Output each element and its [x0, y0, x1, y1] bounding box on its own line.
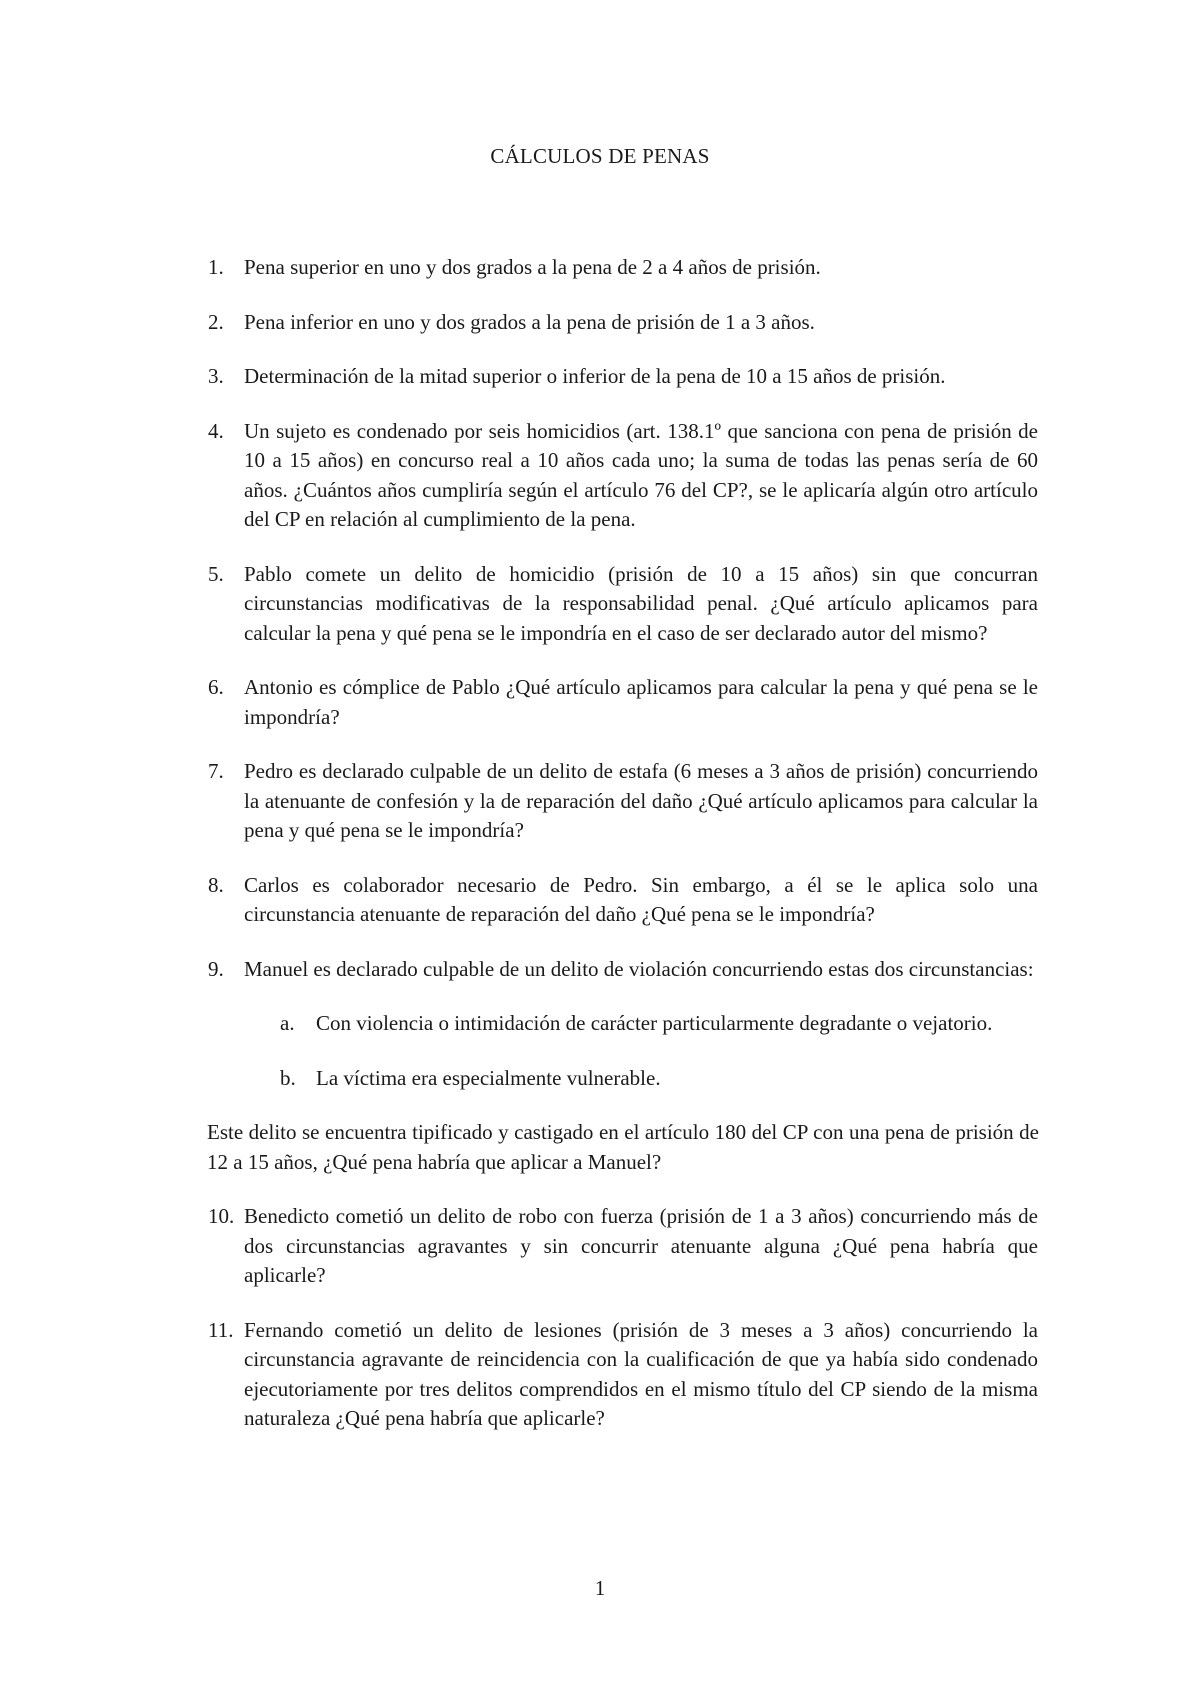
item-text: Pena inferior en uno y dos grados a la pena de prisión de 1 a 3 años.: [244, 309, 815, 334]
item-number: 7.: [208, 759, 224, 783]
list-item: [208, 560, 1038, 649]
item-number: 9.: [208, 956, 224, 981]
list-item: [208, 955, 1038, 985]
list-item: [208, 362, 1038, 392]
list-item: [208, 673, 1038, 732]
item-number: 5.: [208, 561, 224, 586]
item-text: Carlos es colaborador necesario de Pedro. Sin embargo, a él se le aplica solo una circunstancia atenuante de reparación del daño ¿Qué pena se le impondría?: [244, 872, 1038, 926]
page-number: 1: [594, 1576, 606, 1600]
item-number: 8.: [208, 872, 224, 897]
sub-item-letter: b.: [280, 1065, 296, 1090]
list-item: [208, 757, 1038, 846]
sub-item-text: Con violencia o intimidación de carácter particularmente degradante o vejatorio.: [316, 1011, 993, 1035]
item-text: Determinación de la mitad superior o inferior de la pena de 10 a 15 años de prisión.: [244, 364, 946, 388]
item-number: 3.: [208, 364, 224, 388]
list-item: [208, 1316, 1038, 1434]
sub-item-text: La víctima era especialmente vulnerable.: [316, 1065, 661, 1090]
item-text: Antonio es cómplice de Pablo ¿Qué artículo aplicamos para calcular la pena y qué pena se le impondría?: [244, 675, 1038, 729]
exercise-list: [208, 253, 1038, 1459]
body-paragraph: Este delito se encuentra tipificado y castigado en el artículo 180 del CP con una pena de prisión de 12 a 15 años, ¿Qué pena habría que aplicar a Manuel?: [207, 1120, 1039, 1174]
item-text: Pedro es declarado culpable de un delito de estafa (6 meses a 3 años de prisión) concurriendo la atenuante de confesión y la de reparación del daño ¿Qué artículo aplicamos para calcular la pena y qué pena se le impondría?: [244, 759, 1038, 842]
item-number: 10.: [208, 1204, 235, 1228]
sub-item-letter: a.: [280, 1011, 295, 1035]
item-text: Un sujeto es condenado por seis homicidios (art. 138.1º que sanciona con pena de prisión de 10 a 15 años) en concurso real a 10 años cada uno; la suma de todas las penas sería de 60 años. ¿Cuántos años cumpliría según el artículo 76 del CP?, se le aplicaría algún otro artículo del CP en relación al cumplimiento de la pena.: [244, 418, 1038, 531]
item-number: 6.: [208, 675, 224, 699]
item-text: Manuel es declarado culpable de un delito de violación concurriendo estas dos circunstancias:: [244, 956, 1034, 981]
list-item: [208, 1202, 1038, 1291]
sub-list-item: [280, 1009, 1038, 1039]
list-item: [208, 871, 1038, 930]
item-number: 11.: [208, 1317, 234, 1342]
item-number: 2.: [208, 309, 224, 334]
item-text: Pablo comete un delito de homicidio (prisión de 10 a 15 años) sin que concurran circunstancias modificativas de la responsabilidad penal. ¿Qué artículo aplicamos para calcular la pena y qué pena se le impondría en el caso de ser declarado autor del mismo?: [244, 561, 1038, 645]
item-text: Fernando cometió un delito de lesiones (prisión de 3 meses a 3 años) concurriendo la circunstancia agravante de reincidencia con la cualificación de que ya había sido condenado ejecutoriamente por tres delitos comprendidos en el mismo título del CP siendo de la misma naturaleza ¿Qué pena habría que aplicarle?: [244, 1317, 1038, 1430]
item-number: 1.: [208, 255, 224, 279]
item-text: Benedicto cometió un delito de robo con fuerza (prisión de 1 a 3 años) concurriendo más de dos circunstancias agravantes y sin concurrir atenuante alguna ¿Qué pena habría que aplicarle?: [244, 1204, 1038, 1287]
sub-list-item: [280, 1064, 1038, 1094]
page-title: CÁLCULOS DE PENAS: [490, 144, 710, 168]
item-number: 4.: [208, 418, 224, 443]
list-item: [208, 417, 1038, 535]
list-item: [208, 308, 1038, 338]
list-item: [208, 253, 1038, 283]
item-text: Pena superior en uno y dos grados a la pena de 2 a 4 años de prisión.: [244, 255, 821, 279]
